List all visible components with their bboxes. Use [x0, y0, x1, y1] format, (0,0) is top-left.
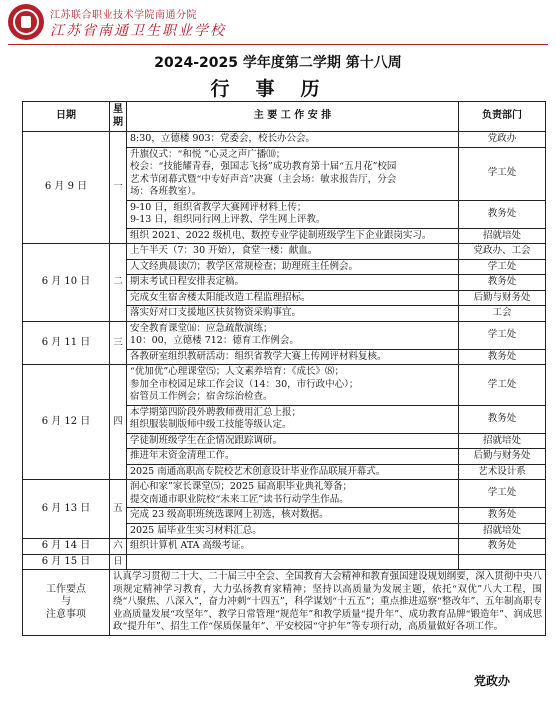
day-date: 6 月 9 日 — [23, 132, 110, 244]
day-weekday: 六 — [110, 539, 127, 555]
dept-cell — [459, 554, 546, 570]
header-divider — [8, 44, 548, 45]
task-cell — [127, 508, 459, 524]
dept-cell: 党政办 — [459, 132, 546, 148]
day-date: 6 月 15 日 — [23, 554, 110, 570]
task-line: 9-13 日，组织同行网上评教、学生网上评教。 — [130, 214, 326, 225]
task-line: 本学期第四阶段外聘教师费用汇总上报； — [130, 406, 302, 418]
school-calligraphy-name: 江苏省南通卫生职业学校 — [50, 23, 226, 39]
task-line: 场：各班教室）。 — [130, 186, 202, 197]
task-cell — [127, 228, 459, 244]
footer-signature: 党政办 — [473, 674, 510, 688]
page-header — [8, 4, 548, 44]
task-line: 完成 23 级高职班统选课网上初选，核对数据。 — [130, 509, 329, 520]
notes-label: 工作要点 与 注意事项 — [23, 570, 110, 636]
table-header-row — [23, 102, 546, 132]
task-cell — [127, 290, 459, 306]
day-weekday: 三 — [110, 321, 127, 365]
weekly-schedule-table — [22, 101, 546, 636]
school-name: 江苏联合职业技术学院南通分院 — [50, 10, 197, 21]
task-line: 安全教育课堂⒃：应急疏散演练； — [130, 322, 273, 334]
task-cell — [127, 132, 459, 148]
day-weekday: 四 — [110, 365, 127, 480]
task-cell — [127, 523, 459, 539]
column-header-dept: 负责部门 — [459, 102, 546, 132]
task-cell — [127, 449, 459, 465]
column-header-week: 星 期 — [110, 102, 127, 132]
dept-cell: 教务处 — [459, 200, 546, 228]
task-line: 人文经典晨读⑺；教学区常规检查；助理班主任例会。 — [130, 260, 359, 272]
task-cell — [127, 259, 459, 275]
notes-text: 认真学习贯彻二十大、二十届三中全会、全国教育大会精神和教育强国建设规划纲要，深入贯彻中央八项规定精神学习教育，大力弘扬教育家精神；坚持以高质量为发展主题，依托“双优”八大工程，围绕“八聚焦、八深入”，奋力冲刺“十四五”，科学谋划“十五五”；重点推进巡察“整改年”、五年制高职专业高质量发展“攻坚年”、教学日常管理“规范年”和教学质量“提升年”、成功教育品牌“锻造年”、润成思政“提升年”、招生工作“保质保量年”、平安校园“守护年”等专项行动，高质量做好各项工作。 — [110, 570, 546, 636]
task-line: 期末考试日程安排表定稿。 — [130, 276, 245, 287]
dept-cell: 艺术设计系 — [459, 464, 546, 480]
dept-cell: 教务处 — [459, 405, 546, 433]
day-weekday: 五 — [110, 480, 127, 539]
task-cell — [127, 244, 459, 260]
dept-cell: 招就培处 — [459, 433, 546, 449]
task-line: 艺术节闭幕式暨“中专好声音”决赛（主会场：敏求报告厅，分会 — [130, 173, 397, 185]
table-row — [23, 132, 546, 148]
task-cell — [127, 321, 459, 349]
task-line: 组织服装制版师中级工技能等级认定。 — [130, 419, 292, 430]
table-row — [23, 244, 546, 260]
task-line: 8:30，立德楼 903：党委会，校长办公会。 — [130, 133, 315, 144]
task-cell — [127, 480, 459, 508]
column-header-date: 日期 — [23, 102, 110, 132]
task-line: 上午半天（7：30 开始），食堂一楼：献血。 — [130, 245, 318, 256]
dept-cell: 学工处 — [459, 480, 546, 508]
task-line: 推进年末资金清理工作。 — [130, 450, 235, 461]
task-line: 提交南通市职业院校“未来工匠”读书行动学生作品。 — [130, 493, 349, 505]
school-seal-icon — [8, 4, 44, 40]
task-line: 各教研室组织教研活动：组织省教学大赛上传网评材料复核。 — [130, 350, 387, 362]
day-weekday: 二 — [110, 244, 127, 322]
day-weekday: 一 — [110, 132, 127, 244]
task-line: 2025 届毕业生实习材料汇总。 — [130, 524, 262, 536]
page-subtitle: 行事历 — [210, 78, 346, 100]
dept-cell: 教务处 — [459, 275, 546, 291]
dept-cell: 学工处 — [459, 147, 546, 200]
task-line: 9-10 日，组织省教学大赛网评材料上传； — [130, 201, 307, 213]
dept-cell: 招就培处 — [459, 228, 546, 244]
dept-cell: 党政办、工会 — [459, 244, 546, 260]
task-line — [130, 556, 455, 569]
task-line: 组织计算机 ATA 高级考证。 — [130, 540, 251, 551]
task-line: 完成女生宿舍楼太阳能改造工程监理招标。 — [130, 291, 311, 303]
dept-cell: 后勤与财务处 — [459, 449, 546, 465]
task-cell — [127, 349, 459, 365]
day-date: 6 月 10 日 — [23, 244, 110, 322]
table-row — [23, 554, 546, 570]
day-date: 6 月 12 日 — [23, 365, 110, 480]
task-line: 宿管员工作例会；宿舍综治检查。 — [130, 391, 273, 402]
dept-cell: 后勤与财务处 — [459, 290, 546, 306]
table-row — [23, 480, 546, 508]
dept-cell: 学工处 — [459, 365, 546, 406]
task-line: “优加优”心理课堂⑸；人文素养培育：《成长》⑻； — [130, 366, 344, 377]
day-date: 6 月 11 日 — [23, 321, 110, 365]
task-line: 校会：“技能耀青春，强国志飞扬”成功教育第十届“五月花”校园 — [130, 161, 397, 172]
task-line: 参加全市校园足球工作会议（14：30，市行政中心）； — [130, 378, 359, 390]
day-date: 6 月 14 日 — [23, 539, 110, 555]
table-row — [23, 321, 546, 349]
column-header-tasks: 主 要 工 作 安 排 — [127, 102, 459, 132]
dept-cell: 招就培处 — [459, 523, 546, 539]
task-cell — [127, 147, 459, 200]
task-line: 润心和家”家长课堂⑸；2025 届高职毕业典礼筹备； — [130, 481, 353, 492]
table-row — [23, 539, 546, 555]
dept-cell: 学工处 — [459, 259, 546, 275]
page-title: 2024-2025 学年度第二学期 第十八周 — [154, 55, 402, 71]
task-line: 组织 2021、2022 级机电、数控专业学徒制班级学生下企业跟岗实习。 — [130, 229, 432, 241]
dept-cell: 教务处 — [459, 508, 546, 524]
dept-cell: 教务处 — [459, 539, 546, 555]
task-cell — [127, 554, 459, 570]
task-line: 落实好对口支援地区扶贫物资采购事宜。 — [130, 307, 302, 318]
day-date: 6 月 13 日 — [23, 480, 110, 539]
dept-cell: 工会 — [459, 306, 546, 322]
schedule-body — [23, 132, 546, 570]
task-cell — [127, 433, 459, 449]
dept-cell: 教务处 — [459, 349, 546, 365]
task-cell — [127, 306, 459, 322]
task-line: 2025 南通高职高专院校艺术创意设计毕业作品联展开幕式。 — [130, 465, 386, 477]
notes-row — [23, 570, 546, 636]
task-cell — [127, 539, 459, 555]
task-cell — [127, 200, 459, 228]
dept-cell: 学工处 — [459, 321, 546, 349]
task-cell — [127, 405, 459, 433]
task-cell — [127, 464, 459, 480]
day-weekday: 日 — [110, 554, 127, 570]
task-cell — [127, 365, 459, 406]
table-row — [23, 365, 546, 406]
task-line: 升旗仪式：“和悦 ”心灵之声广播⑽； — [130, 148, 286, 160]
task-line: 学徒制班级学生在企情况跟踪调研。 — [130, 434, 283, 446]
task-line: 10：00，立德楼 712：德育工作例会。 — [130, 335, 299, 346]
task-cell — [127, 275, 459, 291]
